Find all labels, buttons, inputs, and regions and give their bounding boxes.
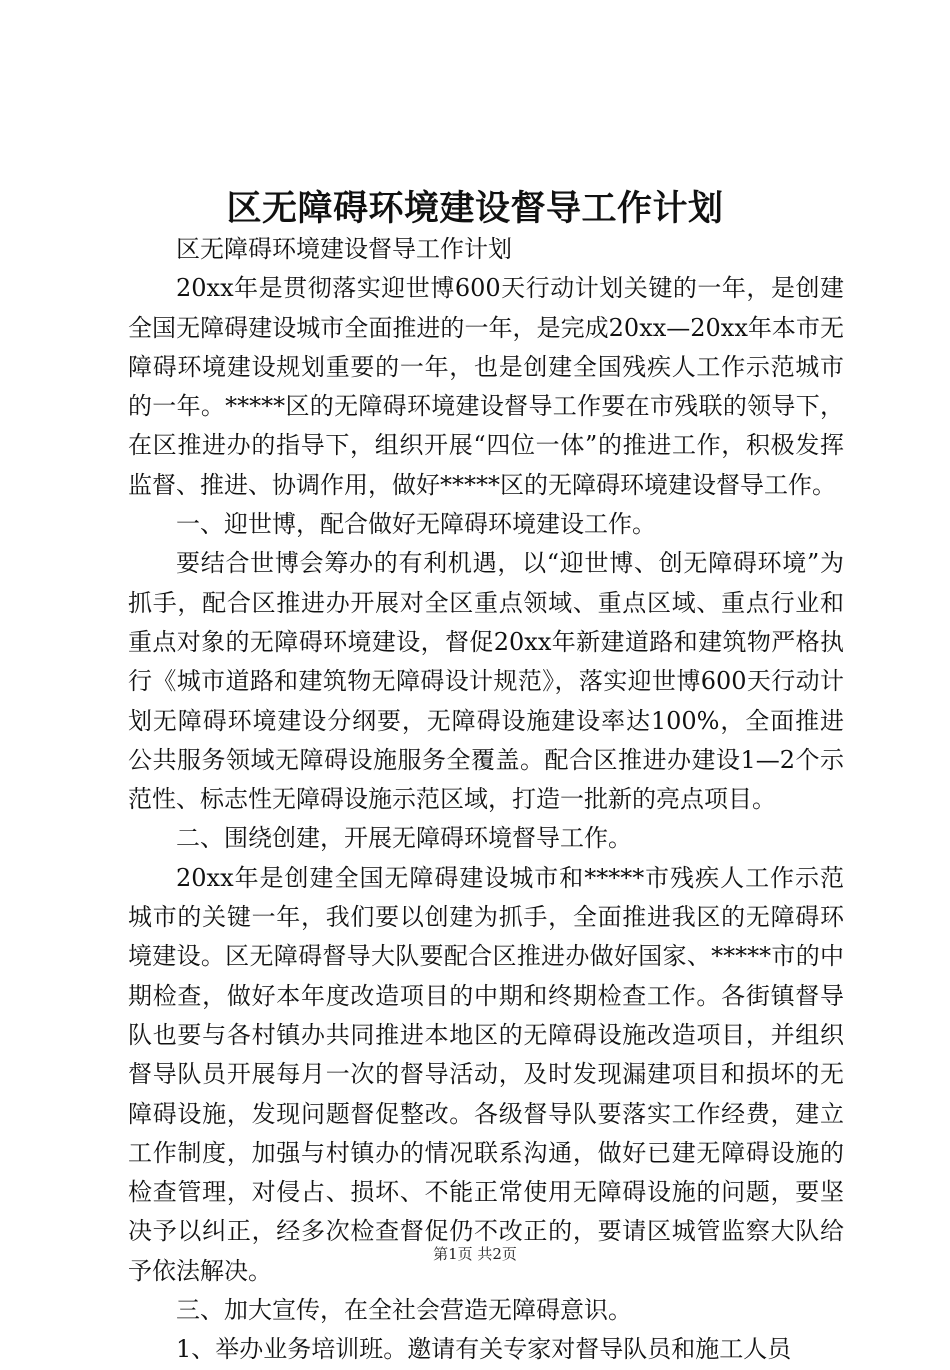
- page-footer: 第1页 共2页: [433, 1245, 517, 1263]
- section-heading-3: 三、加大宣传，在全社会营造无障碍意识。: [176, 1296, 632, 1325]
- document-title: 区无障碍环境建设督导工作计划: [226, 188, 724, 229]
- section-heading-1: 一、迎世博，配合做好无障碍环境建设工作。: [176, 510, 656, 539]
- section-heading-2: 二、围绕创建，开展无障碍环境督导工作。: [176, 824, 632, 853]
- paragraph-section-3-item-1: 1、举办业务培训班。邀请有关专家对督导队员和施工人员: [176, 1335, 792, 1364]
- paragraph-section-1: 要结合世博会筹办的有利机遇，以“迎世博、创无障碍环境”为抓手，配合区推进办开展对全区重点领域、重点区域、重点行业和重点对象的无障碍环境建设，督促20xx年新建道路和建筑物严格执行《城市道路和建筑物无障碍设计规范》，落实迎世博600天行动计划无障碍环境建设分纲要，无障碍设施建设率达100%，全面推进公共服务领域无障碍设施服务全覆盖。配合区推进办建设1—2个示范性、标志性无障碍设施示范区域，打造一批新的亮点项目。: [128, 549, 844, 814]
- paragraph-subtitle: 区无障碍环境建设督导工作计划: [176, 235, 512, 263]
- paragraph-intro: 20xx年是贯彻落实迎世博600天行动计划关键的一年，是创建全国无障碍建设城市全面推进的一年，是完成20xx—20xx年本市无障碍环境建设规划重要的一年，也是创建全国残疾人工作示范城市的一年。*****区的无障碍环境建设督导工作要在市残联的领导下，在区推进办的指导下，组织开展“四位一体”的推进工作，积极发挥监督、推进、协调作用，做好*****区的无障碍环境建设督导工作。: [128, 274, 844, 499]
- paragraph-section-2: 20xx年是创建全国无障碍建设城市和*****市残疾人工作示范城市的关键一年，我们要以创建为抓手，全面推进我区的无障碍环境建设。区无障碍督导大队要配合区推进办做好国家、*****市的中期检查，做好本年度改造项目的中期和终期检查工作。各街镇督导队也要与各村镇办共同推进本地区的无障碍设施改造项目，并组织督导队员开展每月一次的督导活动，及时发现漏建项目和损坏的无障碍设施，发现问题督促整改。各级督导队要落实工作经费，建立工作制度，加强与村镇办的情况联系沟通，做好已建无障碍设施的检查管理，对侵占、损坏、不能正常使用无障碍设施的问题，要坚决予以纠正，经多次检查督促仍不改正的，要请区城管监察大队给予依法解决。: [128, 863, 844, 1285]
- document-body: [128, 230, 844, 1370]
